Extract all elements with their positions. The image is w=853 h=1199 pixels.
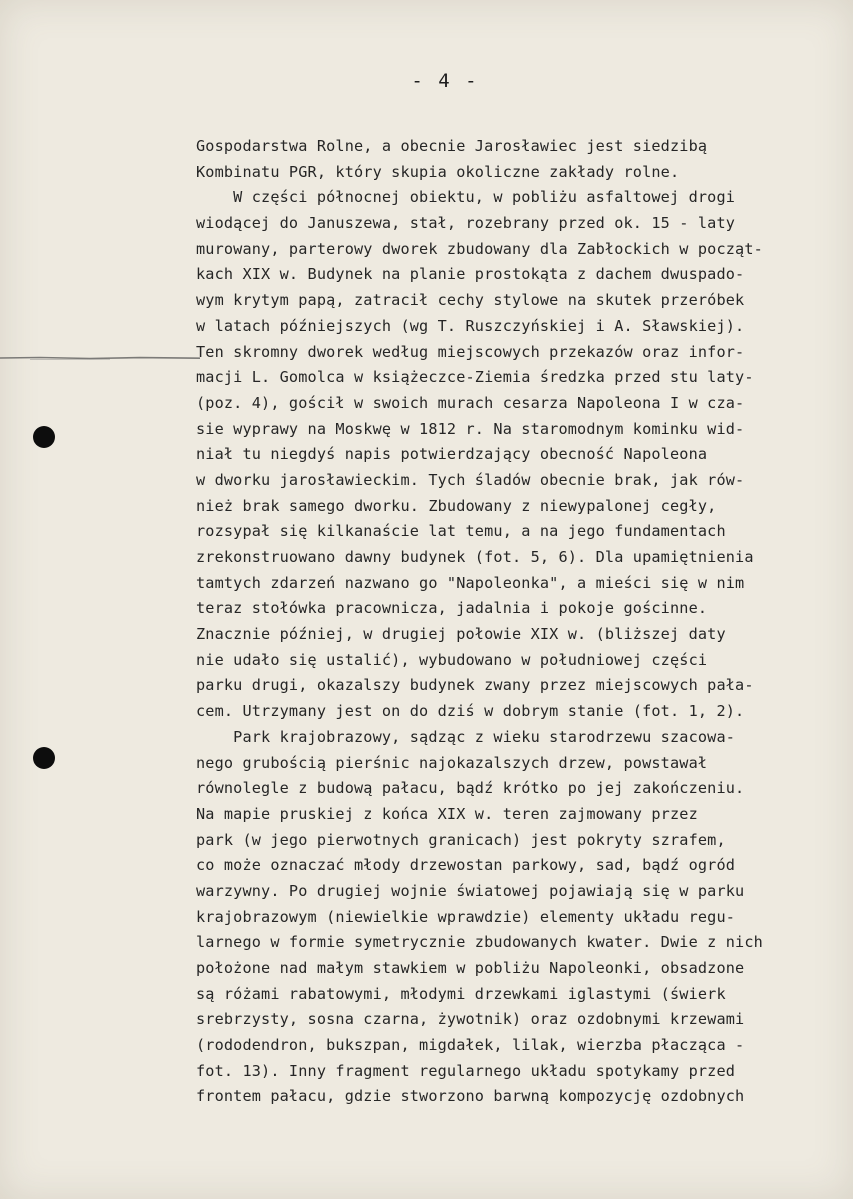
text-line: w dworku jarosławieckim. Tych śladów obecnie brak, jak rów-	[196, 470, 745, 489]
punch-hole-upper	[33, 426, 55, 448]
text-line: zrekonstruowano dawny budynek (fot. 5, 6). Dla upamiętnienia	[196, 548, 754, 566]
text-line: nego grubością pierśnic najokazalszych drzew, powstawał	[196, 753, 708, 772]
text-line: park (w jego pierwotnych granicach) jest pokryty szrafem,	[196, 830, 726, 849]
text-line: srebrzysty, sosna czarna, żywotnik) oraz ozdobnymi krzewami	[196, 1010, 745, 1029]
text-line: frontem pałacu, gdzie stworzono barwną kompozycję ozdobnych	[196, 1087, 745, 1106]
text-line: są różami rabatowymi, młodymi drzewkami iglastymi (świerk	[196, 984, 726, 1003]
text-line: cem. Utrzymany jest on do dziś w dobrym stanie (fot. 1, 2).	[196, 702, 745, 721]
text-line: krajobrazowym (niewielkie wprawdzie) elementy układu regu-	[196, 907, 736, 926]
text-line: W części północnej obiektu, w pobliżu asfaltowej drogi	[196, 188, 736, 207]
text-line: Kombinatu PGR, który skupia okoliczne zakłady rolne.	[196, 162, 680, 181]
typewritten-text	[196, 134, 826, 1110]
text-line: parku drugi, okazalszy budynek zwany przez miejscowych pała-	[196, 676, 754, 695]
text-line: Park krajobrazowy, sądząc z wieku starodrzewu szacowa-	[196, 727, 736, 746]
page-number: - 4 -	[411, 70, 479, 92]
text-line: larnego w formie symetrycznie zbudowanych kwater. Dwie z nich	[196, 933, 763, 952]
text-line: równolegle z budową pałacu, bądź krótko po jej zakończeniu.	[196, 779, 745, 798]
text-line: co może oznaczać młody drzewostan parkowy, sad, bądź ogród	[196, 856, 736, 875]
scan-artifact-line	[0, 355, 200, 361]
text-line: murowany, parterowy dworek zbudowany dla Zabłockich w począt-	[196, 239, 763, 258]
text-line: wiodącej do Januszewa, stał, rozebrany przed ok. 15 - laty	[196, 214, 736, 233]
punch-hole-lower	[33, 747, 55, 769]
text-line: (poz. 4), gościł w swoich murach cesarza Napoleona I w cza-	[196, 393, 745, 412]
text-line: rozsypał się kilkanaście lat temu, a na jego fundamentach	[196, 522, 726, 541]
text-line: wym krytym papą, zatracił cechy stylowe na skutek przeróbek	[196, 291, 745, 310]
text-line: fot. 13). Inny fragment regularnego układu spotykamy przed	[196, 1061, 736, 1080]
text-line: teraz stołówka pracownicza, jadalnia i pokoje gościnne.	[196, 599, 708, 618]
text-line: w latach późniejszych (wg T. Ruszczyńskiej i A. Sławskiej).	[196, 316, 745, 335]
text-line: (rododendron, bukszpan, migdałek, lilak, wierzba płacząca -	[196, 1036, 745, 1055]
text-line: nie udało się ustalić), wybudowano w południowej części	[196, 650, 708, 669]
text-line: Gospodarstwa Rolne, a obecnie Jarosławiec jest siedzibą	[196, 137, 708, 155]
text-line: nież brak samego dworku. Zbudowany z niewypalonej cegły,	[196, 496, 717, 515]
text-line: kach XIX w. Budynek na planie prostokąta z dachem dwuspado-	[196, 265, 745, 284]
text-line: sie wyprawy na Moskwę w 1812 r. Na staromodnym kominku wid-	[196, 419, 745, 438]
text-line: niał tu niegdyś napis potwierdzający obecność Napoleona	[196, 445, 708, 464]
text-line: położone nad małym stawkiem w pobliżu Napoleonki, obsadzone	[196, 959, 745, 977]
text-line: Ten skromny dworek według miejscowych przekazów oraz infor-	[196, 342, 745, 361]
text-line: warzywny. Po drugiej wojnie światowej pojawiają się w parku	[196, 881, 745, 900]
text-line: Na mapie pruskiej z końca XIX w. teren zajmowany przez	[196, 804, 698, 823]
text-line: tamtych zdarzeń nazwano go "Napoleonka", a mieści się w nim	[196, 573, 745, 592]
text-line: Znacznie później, w drugiej połowie XIX w. (bliższej daty	[196, 625, 726, 644]
text-line: macji L. Gomolca w książeczce-Ziemia średzka przed stu laty-	[196, 368, 754, 387]
